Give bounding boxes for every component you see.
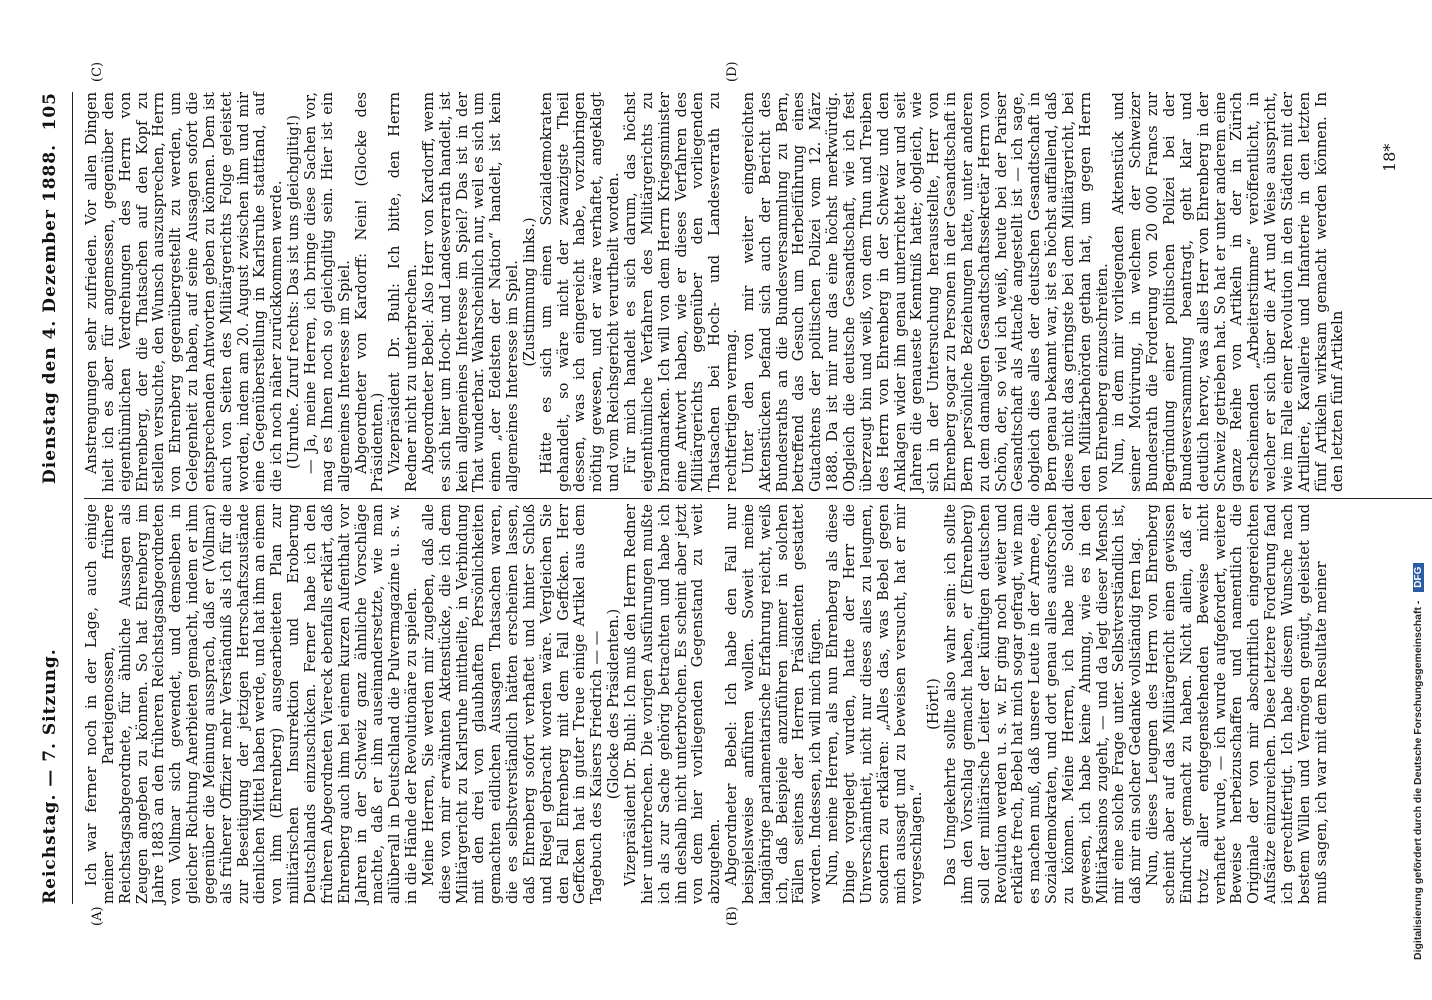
signature-mark: 18* bbox=[1380, 143, 1399, 172]
paragraph: Vizepräsident Dr. Buhl: Ich bitte, den Herrn Redner nicht zu unterbrechen. bbox=[386, 92, 421, 492]
margin-mark-d: (D) bbox=[725, 61, 740, 82]
paragraph: Nun, dieses Leugnen des Herrn von Ehrenberg scheint aber auf das Militärgericht einen gewissen Eindruck gemacht zu haben. Nicht allein, daß er trotz aller entgegenstehenden Beweise nicht verhaftet wurde, — ich wurde aufgefordert, weitere Beweise herbeizuschaffen und namentlich die Originale der von mir abschriftlich eingereichten Aufsätze einzureichen. Diese letztere Forderung fand ich gerechtfertigt. Ich habe diesem Wunsche nach bestem Willen und Vermögen genügt, geleistet und muß sagen, ich war mit dem Resultate meiner bbox=[1144, 504, 1330, 904]
stage-direction: (Glocke des Präsidenten.) bbox=[605, 608, 623, 800]
paragraph: Meine Herren, Sie werden mir zugeben, daß alle diese von mir erwähnten Aktenstücke, die ich dem Militärgericht zu Karlsruhe mittheilte, in Verbindung mit den drei von glaubhaften Persönlichkeiten gemachten eidlichen Aussagen Thatsachen waren, die es selbstverständlich hätten erscheinen lassen, daß Ehrenberg sofort verhaftet und hinter Schloß und Riegel gebracht worden wäre. Vergleichen Sie den Fall Ehrenberg mit dem Fall Geffcken. Herr Geffcken hat in guter Treue einige Artikel aus dem Tagebuch des Kaisers Friedrich — — bbox=[419, 504, 606, 904]
paragraph: Ich war ferner noch in der Lage, auch einige meiner Parteigenossen, frühere Reichstagsabgeordnete, für ähnliche Aussagen als Zeugen angeben zu können. So hat Ehrenberg im Jahre 1883 an den früheren Reichstagsabgeordneten von Vollmar sich gewendet, und demselben in gleicher Richtung Anerbieten gemacht, indem er ihm gegenüber die Meinung aussprach, daß er (Vollmar) als früherer Offizier mehr Verständniß als ich für die zur Beseitigung der jetzigen Herrschaftszustände dienlichen Mittel haben werde, und hat ihm an einem von ihm (Ehrenberg) ausgearbeiteten Plan zur militärischen Insurrektion und Eroberung Deutschlands einzuschicken. Ferner habe ich den früheren Abgeordneten Viereck ebenfalls erklärt, daß Ehrenberg auch ihm bei einem kurzen Aufenthalt vor Jahren in der Schweiz ganz ähnliche Vorschläge machte, daß er ihm auseinandersetzte, wie man allüberall in Deutschland die Pulvermagazine u. s. w. in die Hände der Revolutionäre zu spielen. bbox=[83, 504, 421, 904]
column-divider bbox=[84, 498, 1432, 499]
paragraph: Hätte es sich um einen Sozialdemokraten gehandelt, so wäre nicht der zwanzigste Theil dessen, was ich eingereicht habe, vorzubringen nöthig gewesen, und er wäre verhaftet, angeklagt und vom Reichsgericht verurtheilt worden. bbox=[537, 92, 623, 492]
stage-direction: (Hört!) bbox=[925, 678, 943, 730]
paragraph: Das Umgekehrte sollte also wahr sein: ich sollte ihm den Vorschlag gemacht haben, er (Ehrenberg) soll der militärische Leiter der künftigen deutschen Revolution werden u. s. w. Er ging noch weiter und erklärte frech, Bebel hat mich sogar gefragt, wie man es machen muß, daß unsere Leute in der Armee, die Sozialdemokraten, und dort genau alles ausforschen zu können. Meine Herren, ich habe nie Soldat gewesen, ich habe keine Ahnung, wie es in den Militärkasinos zugeht, — und da legt dieser Mensch mir eine solche Frage unter. Selbstverständlich ist, daß mir ein solcher Gedanke vollständig fern lag. bbox=[942, 504, 1145, 904]
header-left: Reichstag. — 7. Sitzung. bbox=[40, 648, 60, 904]
right-column bbox=[84, 92, 1347, 492]
left-column bbox=[84, 504, 1330, 904]
paragraph: Abgeordneter von Kardorff: Nein! (Glocke des Präsidenten.) bbox=[352, 92, 387, 492]
margin-mark-b: (B) bbox=[725, 906, 740, 926]
stage-direction: (Zustimmung links.) bbox=[520, 217, 538, 367]
header-rule bbox=[72, 92, 73, 904]
page-header bbox=[40, 92, 70, 904]
paragraph: Unter den von mir weiter eingereichten Aktenstücken befand sich auch der Bericht des Bundesraths an die Bundesversammlung zu Bern, betreffend das Gesuch um Herbeiführung eines Gutachtens der politischen Polizei vom 12. März 1888. Da ist mir nur das eine höchst merkwürdig. Obgleich die deutsche Gesandtschaft, wie ich fest überzeugt bin und weiß, von dem Thun und Treiben des Herrn von Ehrenberg in der Schweiz und den Anklagen wider ihn genau unterrichtet war und seit Jahren die genaueste Kenntniß hatte; obgleich, wie sich in der Untersuchung herausstellte, Herr von Ehrenberg sogar zu Personen in der Gesandtschaft in Bern persönliche Beziehungen hatte, unter anderen zu dem damaligen Gesandtschaftssekretär Herrn von Schön, der, so viel ich weiß, heute bei der Pariser Gesandtschaft als Attaché angestellt ist — ich sage, obgleich dies alles der deutschen Gesandtschaft in Bern genau bekannt war, ist es höchst auffallend, daß diese nicht das geringste bei dem Militärgericht, bei den Militärbehörden gethan hat, um gegen Herrn von Ehrenberg einzuschreiten. bbox=[739, 92, 1111, 492]
stage-direction: (Unruhe. Zuruf rechts: Das ist uns gleichgiltig!) bbox=[285, 114, 303, 470]
paragraph: — Ja, meine Herren, ich bringe diese Sachen vor, mag es Ihnen noch so gleichgiltig sein. Hier ist ein allgemeines Interesse im Spiel. bbox=[301, 92, 353, 492]
header-page-number: 105 bbox=[40, 92, 60, 131]
header-date: Dienstag den 4. Dezember 1888. bbox=[40, 143, 60, 484]
digitization-footer bbox=[1412, 20, 1424, 960]
paragraph: Anstrengungen sehr zufrieden. Vor allen Dingen hielt ich es aber für angemessen, gegenüber den eigenthümlichen Verdrehungen des Herrn von Ehrenberg, der die Thatsachen auf den Kopf zu stellen versuchte, den Wunsch auszusprechen, Herrn von Ehrenberg gegenübergestellt zu werden, um Gelegenheit zu haben, auf seine Aussagen sofort die entsprechenden Antworten geben zu können. Dem ist auch von Seiten des Militärgerichts Folge geleistet worden, indem am 20. August zwischen ihm und mir eine Gegenüberstellung in Karlsruhe stattfand, auf die ich noch näher zurückkommen werde. bbox=[83, 92, 286, 492]
paragraph: Abgeordneter Bebel: Also Herr von Kardorff, wenn es sich hier um Hoch- und Landesverrath handelt, ist kein allgemeines Interesse im Spiel? Das ist in der That wunderbar. Wahrscheinlich nur, weil es sich um einen „der Edelsten der Nation“ handelt, ist kein allgemeines Interesse im Spiel. bbox=[419, 92, 522, 492]
paragraph: Nun, in dem mir vorliegenden Aktenstück und seiner Motivirung, in welchem der Schweizer Bundesrath die Forderung von 20 000 Francs zur Begründung einer politischen Polizei bei der Bundesversammlung beantragt, geht klar und deutlich hervor, was alles Herr von Ehrenberg in der Schweiz getrieben hat. So hat er unter anderem eine ganze Reihe von Artikeln in der in Zürich erscheinenden „Arbeiterstimme“ veröffentlicht, in welcher er sich über die Art und Weise ausspricht, wie im Falle einer Revolution in den Städten mit der Artillerie, Kavallerie und Infanterie in den letzten fünf Artikeln wirksam gemacht werden können. In den letzten fünf Artikeln bbox=[1110, 92, 1347, 492]
margin-mark-c: (C) bbox=[90, 61, 105, 82]
paragraph: Abgeordneter Bebel: Ich habe den Fall nur beispielsweise anführen wollen. Soweit meine langjährige parlamentarische Erfahrung reicht, weiß ich, daß Beispiele anzuführen immer in solchen Fällen seitens der Herren Präsidenten gestattet worden. Indessen, ich will mich fügen. bbox=[723, 504, 825, 904]
paragraph: Nun, meine Herren, als nun Ehrenberg als diese Dinge vorgelegt wurden, hatte der Herr die Unverschämtheit, nicht nur dieses alles zu leugnen, sondern zu erklären: „Alles das, was Bebel gegen mich aussagt und zu beweisen versucht, hat er mir vorgeschlagen.“ bbox=[824, 504, 926, 904]
paragraph: Vizepräsident Dr. Buhl: Ich muß den Herrn Redner hier unterbrechen. Die vorigen Ausführungen mußte ich als zur Sache gehörig betrachten und habe ich ihn deshalb nicht unterbrochen. Es scheint aber jetzt von dem hier vorliegenden Gegenstand zu weit abzugehen. bbox=[622, 504, 724, 904]
digitization-note: Digitalisierung gefördert durch die Deutsche Forschungsgemeinschaft - bbox=[1412, 600, 1424, 960]
margin-mark-a: (A) bbox=[90, 906, 105, 926]
paragraph: Für mich handelt es sich darum, das höchst eigenthümliche Verfahren des Militärgerichts zu brandmarken. Ich will von dem Herrn Kriegsminister eine Antwort haben, wie er dieses Verfahren des Militärgerichts gegenüber den vorliegenden Thatsachen bei Hoch- und Landesverrath zu rechtfertigen vermag. bbox=[622, 92, 741, 492]
dfg-logo: DFG bbox=[1413, 563, 1424, 592]
